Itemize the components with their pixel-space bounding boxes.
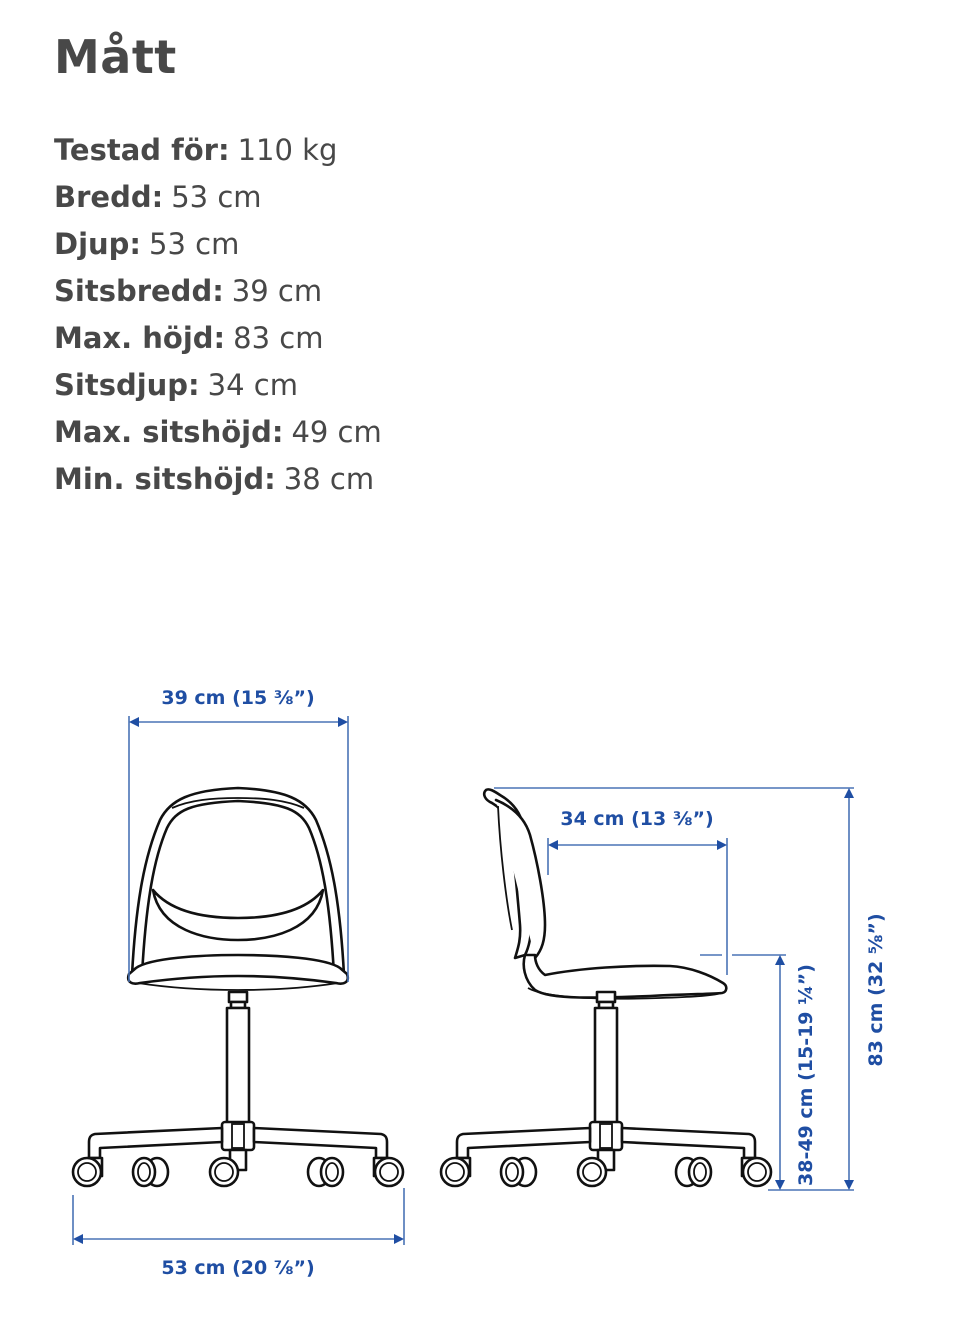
spec-label: Max. höjd:	[54, 321, 226, 355]
spec-label: Max. sitshöjd:	[54, 415, 284, 449]
spec-value: 38 cm	[283, 462, 375, 496]
spec-value: 39 cm	[231, 274, 323, 308]
page-title: Mått	[54, 30, 177, 84]
spec-label: Sitsdjup:	[54, 368, 200, 402]
front-view-chair-drawing	[73, 788, 403, 1186]
spec-value: 110 kg	[237, 133, 338, 167]
base-width-label: 53 cm (20 ⅞”)	[161, 1257, 315, 1279]
spec-label: Min. sitshöjd:	[54, 462, 276, 496]
base-width-dimension	[73, 1188, 404, 1279]
caster-wheels	[441, 1150, 771, 1186]
caster-wheels	[73, 1150, 403, 1186]
spec-value: 83 cm	[233, 321, 324, 355]
spec-label: Djup:	[54, 227, 142, 261]
spec-value: 49 cm	[291, 415, 382, 449]
seat-depth-label: 34 cm (13 ⅜”)	[560, 808, 714, 830]
total-height-label: 83 cm (32 ⅝”)	[865, 913, 887, 1067]
side-view-chair-drawing	[441, 789, 771, 1186]
total-height-dimension	[844, 788, 887, 1190]
spec-label: Testad för:	[54, 133, 230, 167]
spec-value: 53 cm	[171, 180, 262, 214]
spec-value: 34 cm	[207, 368, 298, 402]
spec-value: 53 cm	[149, 227, 240, 261]
seat-height-label: 38-49 cm (15-19 ¼”)	[795, 964, 817, 1186]
seat-height-dimension	[775, 955, 817, 1190]
spec-label: Sitsbredd:	[54, 274, 224, 308]
seat-depth-dimension	[548, 808, 727, 975]
seat-width-label: 39 cm (15 ⅜”)	[161, 687, 315, 709]
spec-label: Bredd:	[54, 180, 164, 214]
